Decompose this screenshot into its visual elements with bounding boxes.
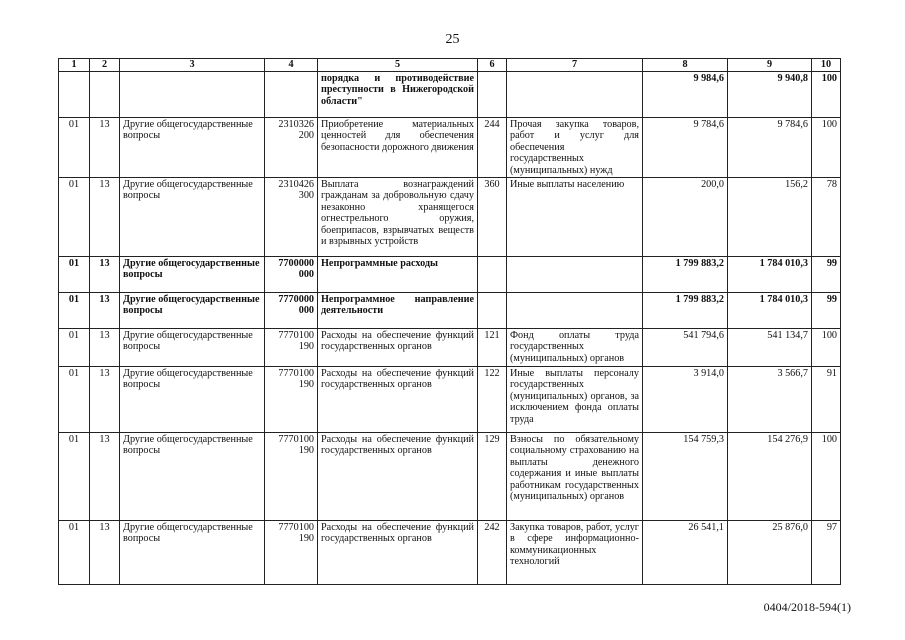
cell-section: 01 bbox=[59, 367, 90, 433]
cell-planned: 3 914,0 bbox=[643, 367, 728, 433]
cell-subsection: 13 bbox=[90, 329, 120, 367]
cell-percent: 100 bbox=[812, 118, 841, 178]
table-row bbox=[59, 118, 841, 178]
col-header: 10 bbox=[812, 59, 841, 72]
table-row bbox=[59, 367, 841, 433]
col-header: 8 bbox=[643, 59, 728, 72]
col-header: 1 bbox=[59, 59, 90, 72]
cell-section-name: Другие общегосударственные вопросы bbox=[120, 521, 265, 585]
cell-target-code: 7770000 000 bbox=[265, 293, 318, 329]
cell-description: Приобретение материальных ценностей для обеспечения безопасности дорожного движения bbox=[318, 118, 478, 178]
cell-description: порядка и противодействие преступности в Нижегородской области" bbox=[318, 72, 478, 118]
cell-expense-name: Иные выплаты персоналу государственных (муниципальных) органов, за исключением фонда оплаты труда bbox=[507, 367, 643, 433]
cell-expense-name: Фонд оплаты труда государственных (муниципальных) органов bbox=[507, 329, 643, 367]
cell-planned: 200,0 bbox=[643, 178, 728, 257]
col-header: 5 bbox=[318, 59, 478, 72]
cell-section: 01 bbox=[59, 433, 90, 521]
cell-planned: 1 799 883,2 bbox=[643, 257, 728, 293]
cell-expense-type: 122 bbox=[478, 367, 507, 433]
cell-expense-name: Иные выплаты населению bbox=[507, 178, 643, 257]
cell-section-name bbox=[120, 72, 265, 118]
cell-expense-name bbox=[507, 72, 643, 118]
cell-expense-name bbox=[507, 257, 643, 293]
cell-planned: 1 799 883,2 bbox=[643, 293, 728, 329]
cell-planned: 541 794,6 bbox=[643, 329, 728, 367]
cell-expense-name: Закупка товаров, работ, услуг в сфере информационно-коммуникационных технологий bbox=[507, 521, 643, 585]
cell-expense-name: Прочая закупка товаров, работ и услуг для обеспечения государственных (муниципальных) нужд bbox=[507, 118, 643, 178]
cell-actual: 1 784 010,3 bbox=[728, 257, 812, 293]
cell-section: 01 bbox=[59, 521, 90, 585]
cell-target-code: 2310426 300 bbox=[265, 178, 318, 257]
cell-expense-type: 242 bbox=[478, 521, 507, 585]
cell-subsection: 13 bbox=[90, 367, 120, 433]
cell-description: Расходы на обеспечение функций государственных органов bbox=[318, 521, 478, 585]
cell-expense-name bbox=[507, 293, 643, 329]
cell-actual: 9 940,8 bbox=[728, 72, 812, 118]
cell-expense-type: 129 bbox=[478, 433, 507, 521]
cell-percent: 100 bbox=[812, 72, 841, 118]
col-header: 2 bbox=[90, 59, 120, 72]
cell-percent: 100 bbox=[812, 433, 841, 521]
cell-subsection: 13 bbox=[90, 521, 120, 585]
cell-percent: 99 bbox=[812, 293, 841, 329]
cell-actual: 3 566,7 bbox=[728, 367, 812, 433]
cell-expense-type bbox=[478, 257, 507, 293]
col-header: 3 bbox=[120, 59, 265, 72]
cell-section-name: Другие общегосударственные вопросы bbox=[120, 329, 265, 367]
cell-description: Выплата вознаграждений гражданам за добровольную сдачу незаконно хранящегося огнестрельного оружия, боеприпасов, взрывчатых веществ и взрывных устройств bbox=[318, 178, 478, 257]
cell-subsection: 13 bbox=[90, 293, 120, 329]
cell-section-name: Другие общегосударственные вопросы bbox=[120, 257, 265, 293]
cell-actual: 541 134,7 bbox=[728, 329, 812, 367]
cell-expense-type bbox=[478, 72, 507, 118]
cell-section: 01 bbox=[59, 257, 90, 293]
cell-target-code: 7770100 190 bbox=[265, 329, 318, 367]
cell-section: 01 bbox=[59, 178, 90, 257]
cell-expense-name: Взносы по обязательному социальному страхованию на выплаты денежного содержания и иные выплаты работникам государственных (муниципальных) органов bbox=[507, 433, 643, 521]
table-row bbox=[59, 257, 841, 293]
col-header: 7 bbox=[507, 59, 643, 72]
cell-section-name: Другие общегосударственные вопросы bbox=[120, 118, 265, 178]
table-row bbox=[59, 178, 841, 257]
cell-section: 01 bbox=[59, 329, 90, 367]
cell-subsection: 13 bbox=[90, 257, 120, 293]
cell-percent: 91 bbox=[812, 367, 841, 433]
col-header: 6 bbox=[478, 59, 507, 72]
table-row bbox=[59, 521, 841, 585]
budget-table bbox=[58, 58, 841, 585]
cell-description: Непрограммные расходы bbox=[318, 257, 478, 293]
cell-actual: 154 276,9 bbox=[728, 433, 812, 521]
cell-description: Расходы на обеспечение функций государственных органов bbox=[318, 367, 478, 433]
col-header: 4 bbox=[265, 59, 318, 72]
cell-target-code bbox=[265, 72, 318, 118]
document-code: 0404/2018-594(1) bbox=[763, 600, 851, 614]
cell-section-name: Другие общегосударственные вопросы bbox=[120, 293, 265, 329]
cell-description: Непрограммное направление деятельности bbox=[318, 293, 478, 329]
col-header: 9 bbox=[728, 59, 812, 72]
cell-actual: 156,2 bbox=[728, 178, 812, 257]
table-row bbox=[59, 293, 841, 329]
cell-expense-type: 360 bbox=[478, 178, 507, 257]
cell-target-code: 7700000 000 bbox=[265, 257, 318, 293]
cell-expense-type: 121 bbox=[478, 329, 507, 367]
cell-expense-type: 244 bbox=[478, 118, 507, 178]
cell-section: 01 bbox=[59, 118, 90, 178]
cell-subsection bbox=[90, 72, 120, 118]
cell-percent: 99 bbox=[812, 257, 841, 293]
cell-percent: 97 bbox=[812, 521, 841, 585]
page-number: 25 bbox=[445, 32, 460, 47]
cell-target-code: 7770100 190 bbox=[265, 433, 318, 521]
cell-target-code: 7770100 190 bbox=[265, 521, 318, 585]
cell-percent: 100 bbox=[812, 329, 841, 367]
cell-section-name: Другие общегосударственные вопросы bbox=[120, 433, 265, 521]
cell-subsection: 13 bbox=[90, 433, 120, 521]
cell-expense-type bbox=[478, 293, 507, 329]
cell-planned: 26 541,1 bbox=[643, 521, 728, 585]
cell-section-name: Другие общегосударственные вопросы bbox=[120, 178, 265, 257]
cell-subsection: 13 bbox=[90, 118, 120, 178]
cell-description: Расходы на обеспечение функций государственных органов bbox=[318, 329, 478, 367]
cell-actual: 9 784,6 bbox=[728, 118, 812, 178]
cell-description: Расходы на обеспечение функций государственных органов bbox=[318, 433, 478, 521]
cell-section: 01 bbox=[59, 293, 90, 329]
cell-percent: 78 bbox=[812, 178, 841, 257]
header-row bbox=[59, 59, 841, 72]
table-row bbox=[59, 433, 841, 521]
cell-subsection: 13 bbox=[90, 178, 120, 257]
cell-target-code: 7770100 190 bbox=[265, 367, 318, 433]
cell-section bbox=[59, 72, 90, 118]
cell-planned: 9 784,6 bbox=[643, 118, 728, 178]
cell-target-code: 2310326 200 bbox=[265, 118, 318, 178]
cell-actual: 1 784 010,3 bbox=[728, 293, 812, 329]
cell-section-name: Другие общегосударственные вопросы bbox=[120, 367, 265, 433]
cell-planned: 9 984,6 bbox=[643, 72, 728, 118]
table-row bbox=[59, 72, 841, 118]
cell-actual: 25 876,0 bbox=[728, 521, 812, 585]
table-row bbox=[59, 329, 841, 367]
cell-planned: 154 759,3 bbox=[643, 433, 728, 521]
